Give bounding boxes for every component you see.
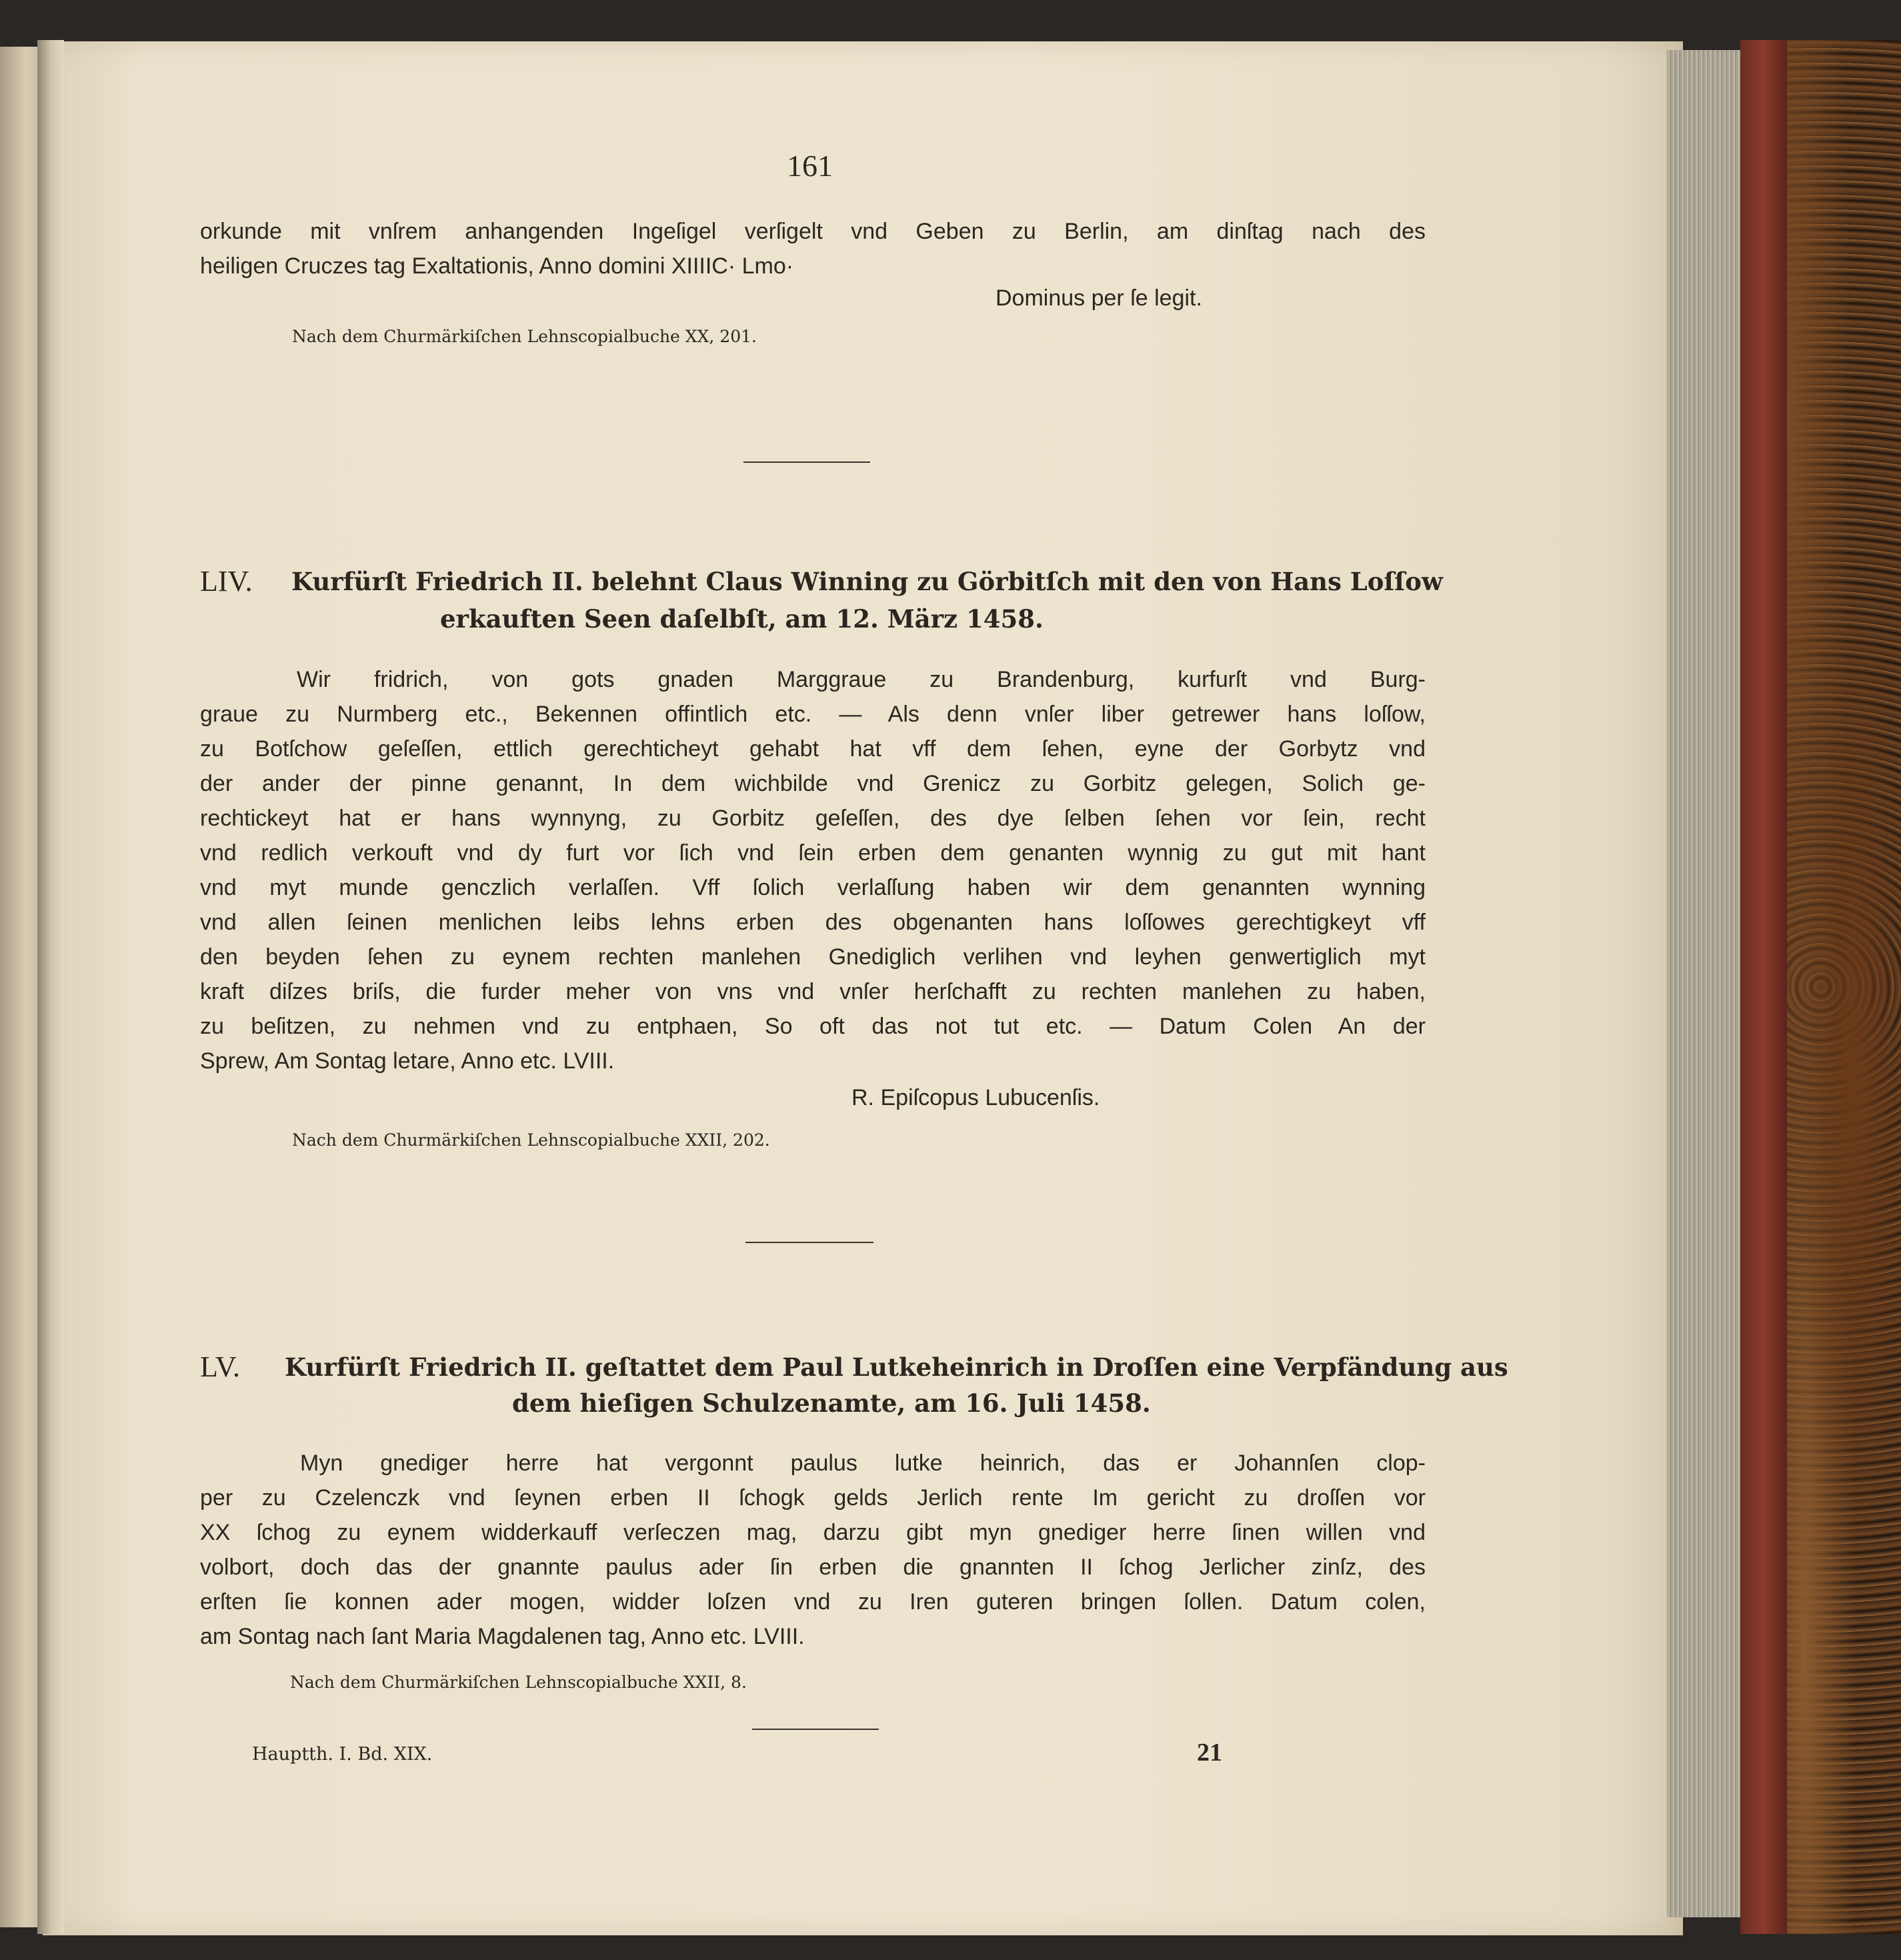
body-line: graue zu Nurmberg etc., Bekennen offintlich etc. — Als denn vnſer liber getrewer hans loſſow, xyxy=(200,702,1426,727)
document-body xyxy=(200,662,1426,1078)
document-source-note: Nach dem Churmärkiſchen Lehnscopialbuche XXII, 202. xyxy=(292,1130,770,1150)
section-divider xyxy=(743,461,870,463)
body-line: vnd redlich verkouft vnd dy furt vor ſich vnd ſein erben dem genanten wynnig zu gut mit hant xyxy=(200,840,1426,866)
document-numeral: LV. xyxy=(200,1350,240,1383)
document-body xyxy=(200,1446,1426,1654)
facing-page-edge xyxy=(0,47,43,1927)
page-number: 161 xyxy=(787,149,833,183)
body-line: XX ſchog zu eynem widderkauff verſeczen mag, darzu gibt myn gnediger herre ſinen willen vnd xyxy=(200,1520,1426,1545)
document-title-line: Kurfürſt Friedrich II. geſtattet dem Paul Lutkeheinrich in Droſſen eine Verpfändung aus xyxy=(285,1352,1508,1382)
document-numeral: LIV. xyxy=(200,565,253,598)
intro-line: heiligen Cruczes tag Exaltationis, Anno domini XIIIIC· Lmo· xyxy=(200,253,794,279)
document-title-line: erkauften Seen daſelbſt, am 12. März 1458. xyxy=(440,604,1044,634)
body-line: per zu Czelenczk vnd ſeynen erben II ſchogk gelds Jerlich rente Im gericht zu droſſen vor xyxy=(200,1485,1426,1511)
section-divider xyxy=(752,1729,879,1730)
body-line: Sprew, Am Sontag letare, Anno etc. LVIII. xyxy=(200,1048,615,1074)
cover-spine xyxy=(1740,40,1787,1934)
footer-volume: Hauptth. I. Bd. XIX. xyxy=(252,1744,433,1765)
footer-signature-number: 21 xyxy=(1197,1739,1222,1767)
intro-paragraph xyxy=(200,214,1426,283)
intro-line: orkunde mit vnſrem anhangenden Ingeſigel verſigelt vnd Geben zu Berlin, am dinſtag nach des xyxy=(200,219,1426,244)
body-line: vnd allen ſeinen menlichen leibs lehns erben des obgenanten hans loſſowes gerechtigkeyt vff xyxy=(200,910,1426,935)
body-line: zu beſitzen, zu nehmen vnd zu entphaen, So oft das not tut etc. — Datum Colen An der xyxy=(200,1014,1426,1039)
section-divider xyxy=(745,1242,873,1243)
body-line: volbort, doch das der gnannte paulus ader ſin erben die gnannten II ſchog Jerlicher zinſz, des xyxy=(200,1555,1426,1580)
document-signature: R. Epiſcopus Lubucenſis. xyxy=(851,1085,1100,1110)
body-line: am Sontag nach ſant Maria Magdalenen tag, Anno etc. LVIII. xyxy=(200,1624,805,1649)
body-line: rechtickeyt hat er hans wynnyng, zu Gorbitz geſeſſen, des dye ſelben ſehen vor ſein, recht xyxy=(200,806,1426,831)
document-title-line: Kurfürſt Friedrich II. belehnt Claus Winning zu Görbitſch mit den von Hans Loſſow xyxy=(291,567,1443,596)
page-stack-edge xyxy=(1667,50,1740,1917)
gutter-shadow xyxy=(37,40,64,1934)
body-line: erſten ſie konnen ader mogen, widder loſzen vnd zu Iren guteren bringen ſollen. Datum colen, xyxy=(200,1589,1426,1615)
body-line: kraft diſzes briſs, die furder meher von vns vnd vnſer herſchafft zu rechten manlehen zu haben, xyxy=(200,979,1426,1004)
body-line: der ander der pinne genannt, In dem wichbilde vnd Grenicz zu Gorbitz gelegen, Solich ge- xyxy=(200,771,1426,796)
body-line: den beyden ſehen zu eynem rechten manlehen Gnediglich verlihen vnd leyhen genwertiglich myt xyxy=(200,944,1426,970)
body-line: Wir fridrich, von gots gnaden Marggraue zu Brandenburg, kurfurſt vnd Burg- xyxy=(297,667,1426,692)
document-title-line: dem hieſigen Schulzenamte, am 16. Juli 1458. xyxy=(512,1388,1151,1418)
body-line: zu Botſchow geſeſſen, ettlich gerechticheyt gehabt hat vff dem ſehen, eyne der Gorbytz vnd xyxy=(200,736,1426,762)
body-line: Myn gnediger herre hat vergonnt paulus lutke heinrich, das er Johannſen clop- xyxy=(300,1450,1426,1476)
document-source-note: Nach dem Churmärkiſchen Lehnscopialbuche XXII, 8. xyxy=(290,1673,747,1692)
intro-source-note: Nach dem Churmärkiſchen Lehnscopialbuche XX, 201. xyxy=(292,327,757,346)
intro-signature: Dominus per ſe legit. xyxy=(996,285,1202,311)
body-line: vnd myt munde genczlich verlaſſen. Vff ſolich verlaſſung haben wir dem genannten wynning xyxy=(200,875,1426,900)
